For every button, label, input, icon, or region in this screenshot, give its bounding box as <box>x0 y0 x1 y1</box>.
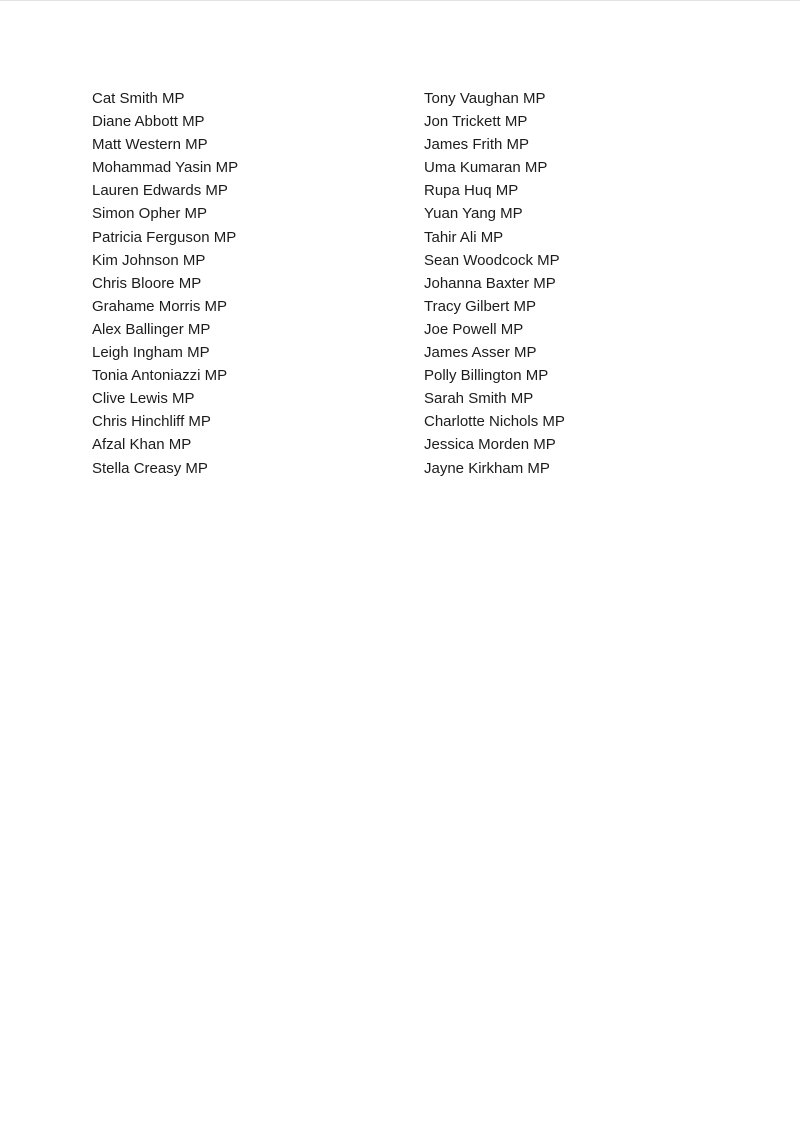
page-top-edge <box>0 0 800 1</box>
signatory-name: Alex Ballinger MP <box>92 320 211 338</box>
signatory-name: Diane Abbott MP <box>92 113 205 131</box>
signatory-name: Sarah Smith MP <box>424 390 534 408</box>
signatory-list-right <box>424 87 744 480</box>
signatory-list-left <box>92 87 392 480</box>
signatory-name: Polly Billington MP <box>424 367 549 385</box>
signatory-name: Jon Trickett MP <box>424 113 528 131</box>
signatory-name: Matt Western MP <box>92 136 208 154</box>
signatory-name: Tonia Antoniazzi MP <box>92 367 228 385</box>
signatory-name: Yuan Yang MP <box>424 205 523 223</box>
signatory-name: Simon Opher MP <box>92 205 208 223</box>
signatory-name: Grahame Morris MP <box>92 297 228 315</box>
signatory-name: Sean Woodcock MP <box>424 251 560 269</box>
signatory-name: Stella Creasy MP <box>92 459 208 477</box>
signatory-name: Rupa Huq MP <box>424 182 519 200</box>
signatory-name: Tahir Ali MP <box>424 228 504 246</box>
signatory-name: Charlotte Nichols MP <box>424 413 565 431</box>
signatory-name: Johanna Baxter MP <box>424 274 556 292</box>
signatory-name: Leigh Ingham MP <box>92 344 210 362</box>
signatory-name: Mohammad Yasin MP <box>92 159 239 177</box>
signatory-name: Kim Johnson MP <box>92 251 206 269</box>
signatory-name: Uma Kumaran MP <box>424 159 548 177</box>
signatory-name: Jayne Kirkham MP <box>424 459 550 477</box>
signatory-name: Afzal Khan MP <box>92 436 192 454</box>
signatory-name: Chris Hinchliff MP <box>92 413 211 431</box>
signatory-name: James Asser MP <box>424 344 537 362</box>
signatory-name: Patricia Ferguson MP <box>92 228 237 246</box>
signatory-name: James Frith MP <box>424 136 530 154</box>
signatory-name: Lauren Edwards MP <box>92 182 228 200</box>
signatory-name: Chris Bloore MP <box>92 274 202 292</box>
signatory-name: Joe Powell MP <box>424 320 524 338</box>
signatory-name: Tony Vaughan MP <box>424 90 546 107</box>
signatory-name: Jessica Morden MP <box>424 436 556 454</box>
signatory-name: Tracy Gilbert MP <box>424 297 536 315</box>
signatory-name: Cat Smith MP <box>92 90 185 107</box>
signatory-name: Clive Lewis MP <box>92 390 195 408</box>
